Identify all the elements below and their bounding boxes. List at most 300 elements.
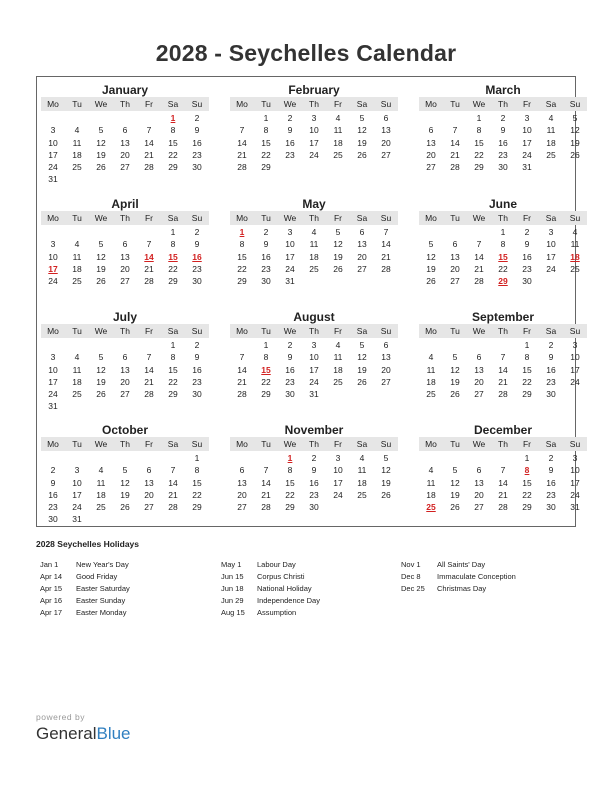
day-cell: 25 [72,389,82,400]
empty-day-cell [467,339,491,351]
month-title: November [284,423,344,437]
day-cell: 29 [261,162,271,173]
day-cell: 12 [357,125,367,136]
day-cell: 9 [548,465,554,476]
day-cell: 22 [168,263,178,274]
weekday-label: Th [120,326,130,336]
holiday-date: Apr 15 [40,584,63,593]
day-cell: 3 [74,465,80,476]
day-cell: 7 [146,352,152,363]
holiday-column [221,559,320,619]
day-cell: 9 [263,239,269,250]
day-cell: 22 [522,489,532,500]
day-cell: 26 [450,502,460,513]
month-april [41,191,209,304]
day-cell: 3 [335,453,341,463]
day-cell: 20 [474,489,484,500]
day-cell: 30 [192,162,202,173]
day-cell: 30 [192,276,202,287]
day-cell: 6 [122,239,128,250]
day-cell: 16 [309,477,319,488]
day-cell: 28 [474,276,484,287]
day-cell: 8 [170,125,176,136]
day-cell: 7 [500,465,506,476]
weekday-label: Tu [261,439,271,449]
holidays-title: 2028 Seychelles Holidays [36,539,140,549]
day-cell: 26 [450,389,460,400]
day-cell: 21 [144,149,154,160]
day-cell: 1 [500,227,506,237]
empty-day-cell [443,452,467,464]
holiday-day-cell: 29 [498,276,508,287]
day-cell: 24 [48,276,58,287]
day-cell: 1 [170,227,176,237]
empty-day-cell [161,452,185,464]
day-cell: 5 [452,465,458,476]
weekday-label: We [94,439,108,449]
day-cell: 9 [50,477,56,488]
day-cell: 21 [498,489,508,500]
holiday-date: Jun 18 [221,584,244,593]
day-cell: 24 [570,489,580,500]
weekday-label: Tu [72,99,82,109]
day-cell: 1 [263,340,269,350]
weekday-label: Tu [72,439,82,449]
day-cell: 7 [170,465,176,476]
holiday-item [221,571,320,583]
holiday-date: Apr 16 [40,596,63,605]
day-cell: 12 [426,251,436,262]
weekday-header [230,437,398,451]
empty-day-cell [443,339,467,351]
empty-day-cell [467,226,491,238]
day-cell: 14 [498,477,508,488]
day-cell: 4 [548,113,554,123]
day-cell: 24 [522,149,532,160]
day-cell: 6 [383,340,389,350]
day-cell: 21 [237,376,247,387]
day-cell: 3 [50,352,56,363]
day-cell: 23 [48,502,58,513]
day-cell: 20 [381,137,391,148]
day-cell: 1 [194,453,200,463]
day-cell: 12 [450,364,460,375]
day-cell: 17 [309,364,319,375]
day-cell: 20 [237,489,247,500]
day-cell: 5 [428,239,434,250]
day-cell: 18 [546,137,556,148]
holiday-item [40,583,130,595]
day-cell: 27 [144,502,154,513]
weekday-label: Su [191,326,203,336]
day-cell: 19 [357,364,367,375]
day-cell: 24 [48,389,58,400]
empty-day-cell [230,452,254,464]
weekday-header [41,324,209,338]
weekday-label: Fr [522,213,532,223]
empty-day-cell [65,339,89,351]
day-cell: 11 [357,465,367,476]
day-cell: 29 [192,502,202,513]
empty-day-cell [89,112,113,124]
holiday-name: National Holiday [257,584,312,593]
month-title: April [111,197,139,211]
day-cell: 21 [261,489,271,500]
weekday-label: Tu [450,439,460,449]
day-cell: 29 [237,276,247,287]
day-cell: 13 [357,239,367,250]
holiday-item [40,595,130,607]
day-cell: 22 [261,376,271,387]
day-grid [419,111,587,173]
day-cell: 11 [96,477,106,488]
empty-day-cell [491,452,515,464]
weekday-label: Sa [545,326,557,336]
weekday-label: We [94,326,108,336]
day-cell: 22 [285,489,295,500]
day-cell: 27 [381,376,391,387]
day-cell: 17 [48,376,58,387]
day-cell: 3 [572,340,578,350]
empty-day-cell [137,226,161,238]
day-cell: 14 [474,251,484,262]
day-cell: 2 [287,113,293,123]
day-cell: 24 [309,376,319,387]
weekday-label: Mo [236,326,248,336]
day-cell: 7 [383,227,389,237]
weekday-label: Su [380,213,392,223]
day-cell: 17 [570,477,580,488]
weekday-label: Sa [356,326,368,336]
day-cell: 12 [96,364,106,375]
day-cell: 14 [498,364,508,375]
weekday-label: Th [309,99,319,109]
month-december [419,417,587,530]
day-cell: 18 [72,149,82,160]
weekday-label: Th [309,213,319,223]
weekday-label: Tu [261,213,271,223]
weekday-label: Sa [545,99,557,109]
day-cell: 27 [120,276,130,287]
day-cell: 17 [546,251,556,262]
day-cell: 9 [500,125,506,136]
empty-day-cell [41,339,65,351]
empty-day-cell [137,112,161,124]
empty-day-cell [467,452,491,464]
day-cell: 22 [261,149,271,160]
weekday-label: Fr [333,439,343,449]
day-cell: 26 [570,149,580,160]
day-cell: 16 [546,364,556,375]
day-cell: 7 [146,125,152,136]
day-cell: 19 [450,376,460,387]
day-cell: 21 [237,149,247,160]
day-cell: 7 [239,125,245,136]
day-cell: 9 [311,465,317,476]
day-cell: 9 [287,352,293,363]
day-cell: 24 [285,263,295,274]
month-march [419,77,587,190]
day-cell: 2 [524,227,530,237]
holiday-item [221,583,320,595]
day-cell: 11 [333,125,343,136]
day-cell: 9 [194,125,200,136]
day-cell: 23 [546,489,556,500]
weekday-label: We [472,439,486,449]
weekday-label: Su [569,439,581,449]
month-september [419,304,587,417]
day-cell: 13 [474,364,484,375]
holiday-day-cell: 18 [570,251,580,262]
day-cell: 14 [261,477,271,488]
day-cell: 7 [239,352,245,363]
day-cell: 29 [474,162,484,173]
holiday-name: All Saints' Day [437,560,486,569]
day-cell: 28 [237,389,247,400]
weekday-label: Th [498,439,508,449]
day-cell: 3 [50,125,56,136]
day-cell: 10 [309,125,319,136]
day-cell: 25 [72,276,82,287]
day-cell: 26 [120,502,130,513]
day-cell: 29 [261,389,271,400]
day-cell: 14 [450,137,460,148]
day-cell: 30 [522,276,532,287]
day-cell: 8 [287,465,293,476]
day-cell: 23 [285,149,295,160]
day-cell: 22 [237,263,247,274]
empty-day-cell [113,339,137,351]
weekday-label: Mo [425,213,437,223]
day-cell: 16 [48,489,58,500]
empty-day-cell [419,112,443,124]
day-cell: 5 [98,352,104,363]
day-cell: 6 [428,125,434,136]
weekday-label: Su [380,99,392,109]
weekday-label: Tu [450,326,460,336]
empty-day-cell [137,452,161,464]
day-cell: 12 [333,239,343,250]
day-cell: 25 [96,502,106,513]
day-cell: 27 [120,389,130,400]
day-cell: 10 [309,352,319,363]
empty-day-cell [89,339,113,351]
day-cell: 20 [120,149,130,160]
empty-day-cell [41,452,65,464]
weekday-label: Sa [356,439,368,449]
day-cell: 10 [48,137,58,148]
day-cell: 6 [146,465,152,476]
month-february [230,77,398,190]
day-cell: 31 [309,389,319,400]
empty-day-cell [443,112,467,124]
day-cell: 28 [498,389,508,400]
day-cell: 16 [285,364,295,375]
day-grid [41,451,209,526]
day-cell: 21 [381,251,391,262]
holiday-item [221,607,320,619]
day-cell: 11 [426,477,436,488]
weekday-label: Sa [167,326,179,336]
day-cell: 31 [570,502,580,513]
holiday-name: Independence Day [257,596,320,605]
weekday-header [230,97,398,111]
day-cell: 29 [168,276,178,287]
weekday-label: Su [569,99,581,109]
weekday-header [230,324,398,338]
day-cell: 16 [192,364,202,375]
day-cell: 5 [572,113,578,123]
day-cell: 13 [474,477,484,488]
day-cell: 2 [263,227,269,237]
weekday-label: Sa [167,99,179,109]
empty-day-cell [65,112,89,124]
weekday-label: Mo [236,99,248,109]
holiday-date: Dec 25 [401,584,425,593]
day-cell: 10 [570,352,580,363]
day-cell: 20 [426,149,436,160]
day-cell: 19 [96,149,106,160]
day-cell: 7 [263,465,269,476]
day-cell: 8 [524,352,530,363]
holiday-day-cell: 1 [170,113,176,123]
day-cell: 2 [194,227,200,237]
day-cell: 5 [452,352,458,363]
holiday-name: Immaculate Conception [437,572,516,581]
day-cell: 6 [452,239,458,250]
powered-by-text: powered by [36,712,85,722]
weekday-label: Th [309,326,319,336]
weekday-label: Tu [72,213,82,223]
day-cell: 16 [261,251,271,262]
empty-day-cell [113,452,137,464]
day-cell: 10 [333,465,343,476]
weekday-label: Su [380,439,392,449]
day-cell: 7 [452,125,458,136]
day-cell: 24 [570,376,580,387]
day-cell: 28 [381,263,391,274]
day-cell: 16 [546,477,556,488]
day-cell: 12 [120,477,130,488]
weekday-label: Fr [144,326,154,336]
empty-day-cell [89,452,113,464]
weekday-label: Su [191,439,203,449]
weekday-label: Tu [72,326,82,336]
day-cell: 28 [168,502,178,513]
weekday-label: We [472,326,486,336]
weekday-label: Mo [236,439,248,449]
day-cell: 6 [239,465,245,476]
month-january [41,77,209,190]
day-cell: 11 [426,364,436,375]
empty-day-cell [113,226,137,238]
day-cell: 26 [426,276,436,287]
weekday-header [419,324,587,338]
month-title: December [473,423,533,437]
holiday-item [401,583,516,595]
weekday-label: We [283,213,297,223]
weekday-label: Su [191,213,203,223]
day-cell: 12 [450,477,460,488]
day-cell: 18 [72,263,82,274]
month-title: March [485,83,521,97]
day-cell: 26 [333,263,343,274]
day-cell: 25 [426,389,436,400]
day-cell: 6 [476,465,482,476]
empty-day-cell [419,339,443,351]
day-cell: 15 [261,137,271,148]
brand-blue-text: Blue [96,724,131,743]
day-cell: 15 [522,477,532,488]
day-cell: 2 [548,340,554,350]
day-cell: 30 [48,514,58,525]
weekday-label: Su [569,213,581,223]
day-cell: 19 [357,137,367,148]
month-title: July [112,310,137,324]
brand-logo[interactable] [36,724,131,744]
day-cell: 28 [498,502,508,513]
day-cell: 25 [333,376,343,387]
day-cell: 18 [426,489,436,500]
calendar-grid [36,76,581,527]
day-cell: 19 [381,477,391,488]
day-cell: 29 [522,389,532,400]
day-cell: 26 [357,376,367,387]
day-cell: 21 [474,263,484,274]
holiday-name: Christmas Day [437,584,487,593]
day-cell: 4 [572,227,578,237]
weekday-label: Th [498,213,508,223]
day-cell: 16 [522,251,532,262]
day-cell: 31 [522,162,532,173]
day-cell: 1 [524,340,530,350]
day-cell: 5 [359,340,365,350]
day-cell: 13 [144,477,154,488]
day-cell: 22 [474,149,484,160]
page-title: 2028 - Seychelles Calendar [155,40,457,66]
day-cell: 25 [309,263,319,274]
day-cell: 17 [72,489,82,500]
day-cell: 20 [144,489,154,500]
day-cell: 27 [120,162,130,173]
holiday-item [40,559,130,571]
day-cell: 16 [498,137,508,148]
holiday-item [221,559,320,571]
weekday-label: Th [120,99,130,109]
month-july [41,304,209,417]
empty-day-cell [41,226,65,238]
day-cell: 8 [263,352,269,363]
empty-day-cell [254,452,278,464]
empty-day-cell [491,339,515,351]
day-cell: 19 [426,263,436,274]
day-cell: 17 [48,149,58,160]
weekday-label: Sa [167,213,179,223]
day-cell: 25 [570,263,580,274]
weekday-label: Th [309,439,319,449]
day-cell: 8 [263,125,269,136]
weekday-label: Mo [47,326,59,336]
day-cell: 2 [548,453,554,463]
month-title: June [488,197,517,211]
weekday-label: Tu [450,99,460,109]
day-cell: 21 [450,149,460,160]
day-cell: 11 [570,239,580,250]
holiday-column [401,559,516,595]
day-cell: 10 [285,239,295,250]
weekday-label: Tu [261,99,271,109]
day-cell: 25 [546,149,556,160]
